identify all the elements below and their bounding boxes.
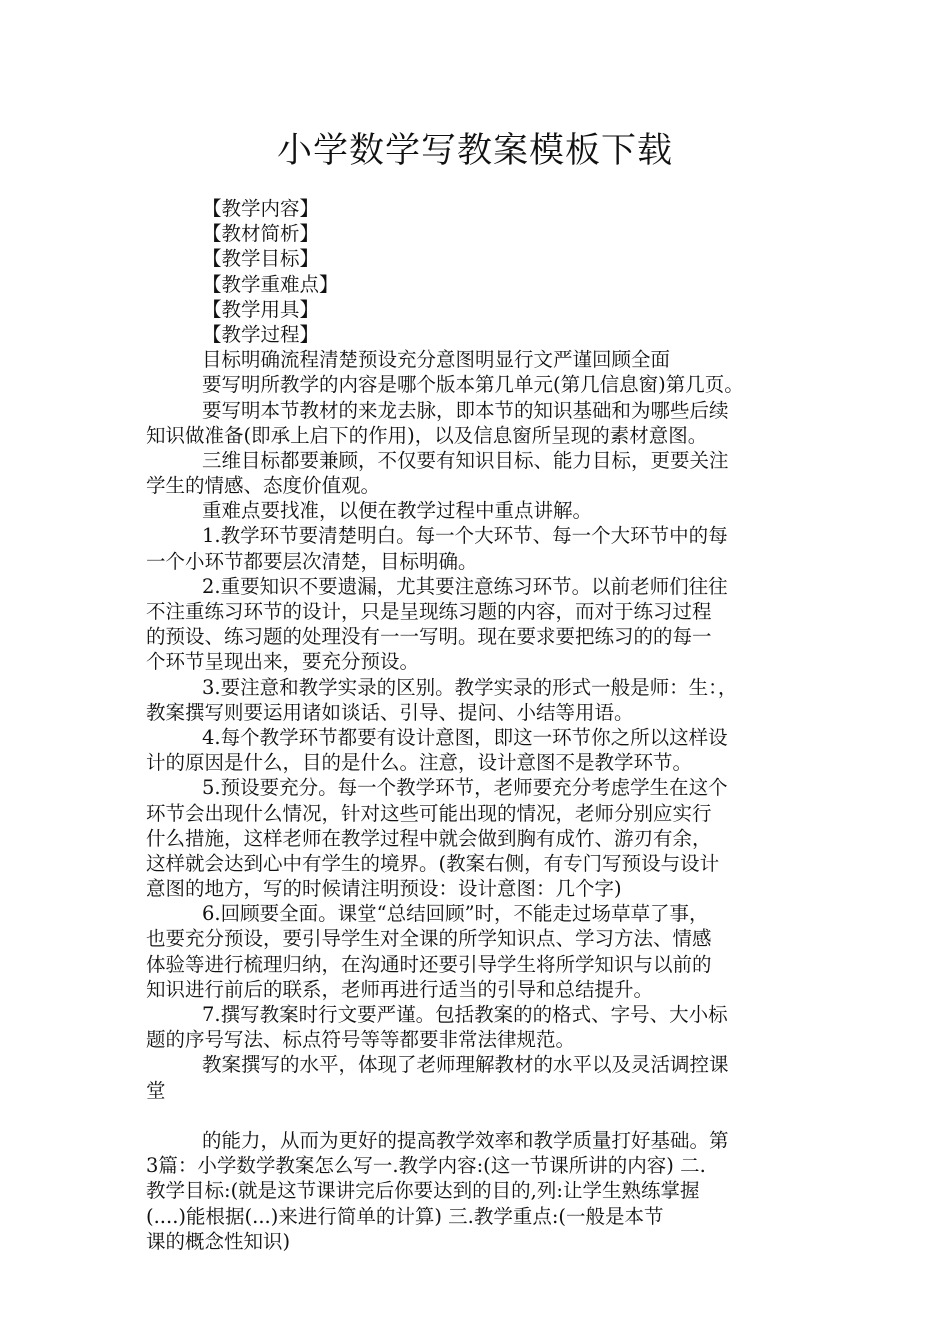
document-body [146, 196, 820, 1254]
text-line: 计的原因是什么，目的是什么。注意，设计意图不是教学环节。 [146, 751, 693, 775]
text-line [146, 1103, 820, 1128]
text-line: 的预设、练习题的处理没有一一写明。现在要求要把练习的的每一 [146, 625, 712, 649]
text-line: 也要充分预设，要引导学生对全课的所学知识点、学习方法、情感 [146, 927, 712, 951]
text-line: 7.撰写教案时行文要严谨。包括教案的的格式、字号、大小标 [202, 1003, 728, 1026]
text-line: 5.预设要充分。每一个教学环节，老师要充分考虑学生在这个 [202, 776, 728, 800]
text-line: 目标明确流程清楚预设充分意图明显行文严谨回顾全面 [202, 348, 671, 372]
text-line: 堂 [146, 1078, 166, 1102]
text-line: 3.要注意和教学实录的区别。教学实录的形式一般是师：生：， [202, 675, 738, 699]
text-line: 环节会出现什么情况，针对这些可能出现的情况，老师分别应实行 [146, 801, 712, 825]
text-line: 学生的情感、态度价值观。 [146, 474, 381, 498]
text-line: 6.回顾要全面。课堂“总结回顾”时，不能走过场草草了事， [202, 902, 709, 926]
text-line: 个环节呈现出来，要充分预设。 [146, 650, 420, 674]
text-line: 的能力，从而为更好的提高教学效率和教学质量打好基础。第 [202, 1128, 729, 1152]
text-line: 教学目标:(就是这节课讲完后你要达到的目的,列:让学生熟练掌握 [146, 1179, 700, 1203]
text-line: 不注重练习环节的设计，只是呈现练习题的内容，而对于练习过程 [146, 600, 712, 623]
text-line: 【教学过程】 [202, 322, 320, 346]
text-line: 【教学内容】 [202, 197, 320, 220]
text-line: 意图的地方，写的时候请注明预设：设计意图：几个字) [146, 877, 622, 901]
text-line: 三维目标都要兼顾，不仅要有知识目标、能力目标，更要关注 [202, 448, 729, 472]
text-line: 知识进行前后的联系，老师再进行适当的引导和总结提升。 [146, 977, 654, 1001]
text-line: 1.教学环节要清楚明白。每一个大环节、每一个大环节中的每 [202, 524, 728, 548]
text-line: 题的序号写法、标点符号等等都要非常法律规范。 [146, 1028, 576, 1052]
text-line: 一个小环节都要层次清楚，目标明确。 [146, 549, 478, 573]
text-line: 【教学重难点】 [202, 272, 339, 296]
text-line: 这样就会达到心中有学生的境界。(教案右侧，有专门写预设与设计 [146, 851, 720, 875]
text-line: 重难点要找准，以便在教学过程中重点讲解。 [202, 499, 593, 523]
text-line: (....)能根据(...)来进行简单的计算) 三.教学重点:(一般是本节 [146, 1204, 664, 1228]
text-line: 教案撰写的水平，体现了老师理解教材的水平以及灵活调控课 [202, 1053, 729, 1077]
text-line: 课的概念性知识) [146, 1229, 291, 1253]
text-line: 【教材简析】 [202, 222, 320, 246]
text-line: 教案撰写则要运用诸如谈话、引导、提问、小结等用语。 [146, 700, 634, 724]
text-line: 要写明本节教材的来龙去脉，即本节的知识基础和为哪些后续 [202, 398, 729, 422]
text-line: 要写明所教学的内容是哪个版本第几单元(第几信息窗)第几页。 [202, 373, 744, 397]
text-line: 2.重要知识不要遗漏，尤其要注意练习环节。以前老师们往往 [202, 574, 728, 598]
text-line: 4.每个教学环节都要有设计意图，即这一环节你之所以这样设 [202, 725, 728, 749]
text-line: 3篇：小学数学教案怎么写一.教学内容:(这一节课所讲的内容) 二. [146, 1154, 706, 1178]
text-line: 【教学用具】 [202, 297, 320, 321]
document-title: 小学数学写教案模板下载 [276, 131, 673, 171]
text-line: 【教学目标】 [202, 247, 320, 271]
text-line: 知识做准备(即承上启下的作用)，以及信息窗所呈现的素材意图。 [146, 423, 708, 447]
text-line: 什么措施，这样老师在教学过程中就会做到胸有成竹、游刃有余， [146, 826, 712, 850]
text-line: 体验等进行梳理归纳，在沟通时还要引导学生将所学知识与以前的 [146, 952, 712, 976]
